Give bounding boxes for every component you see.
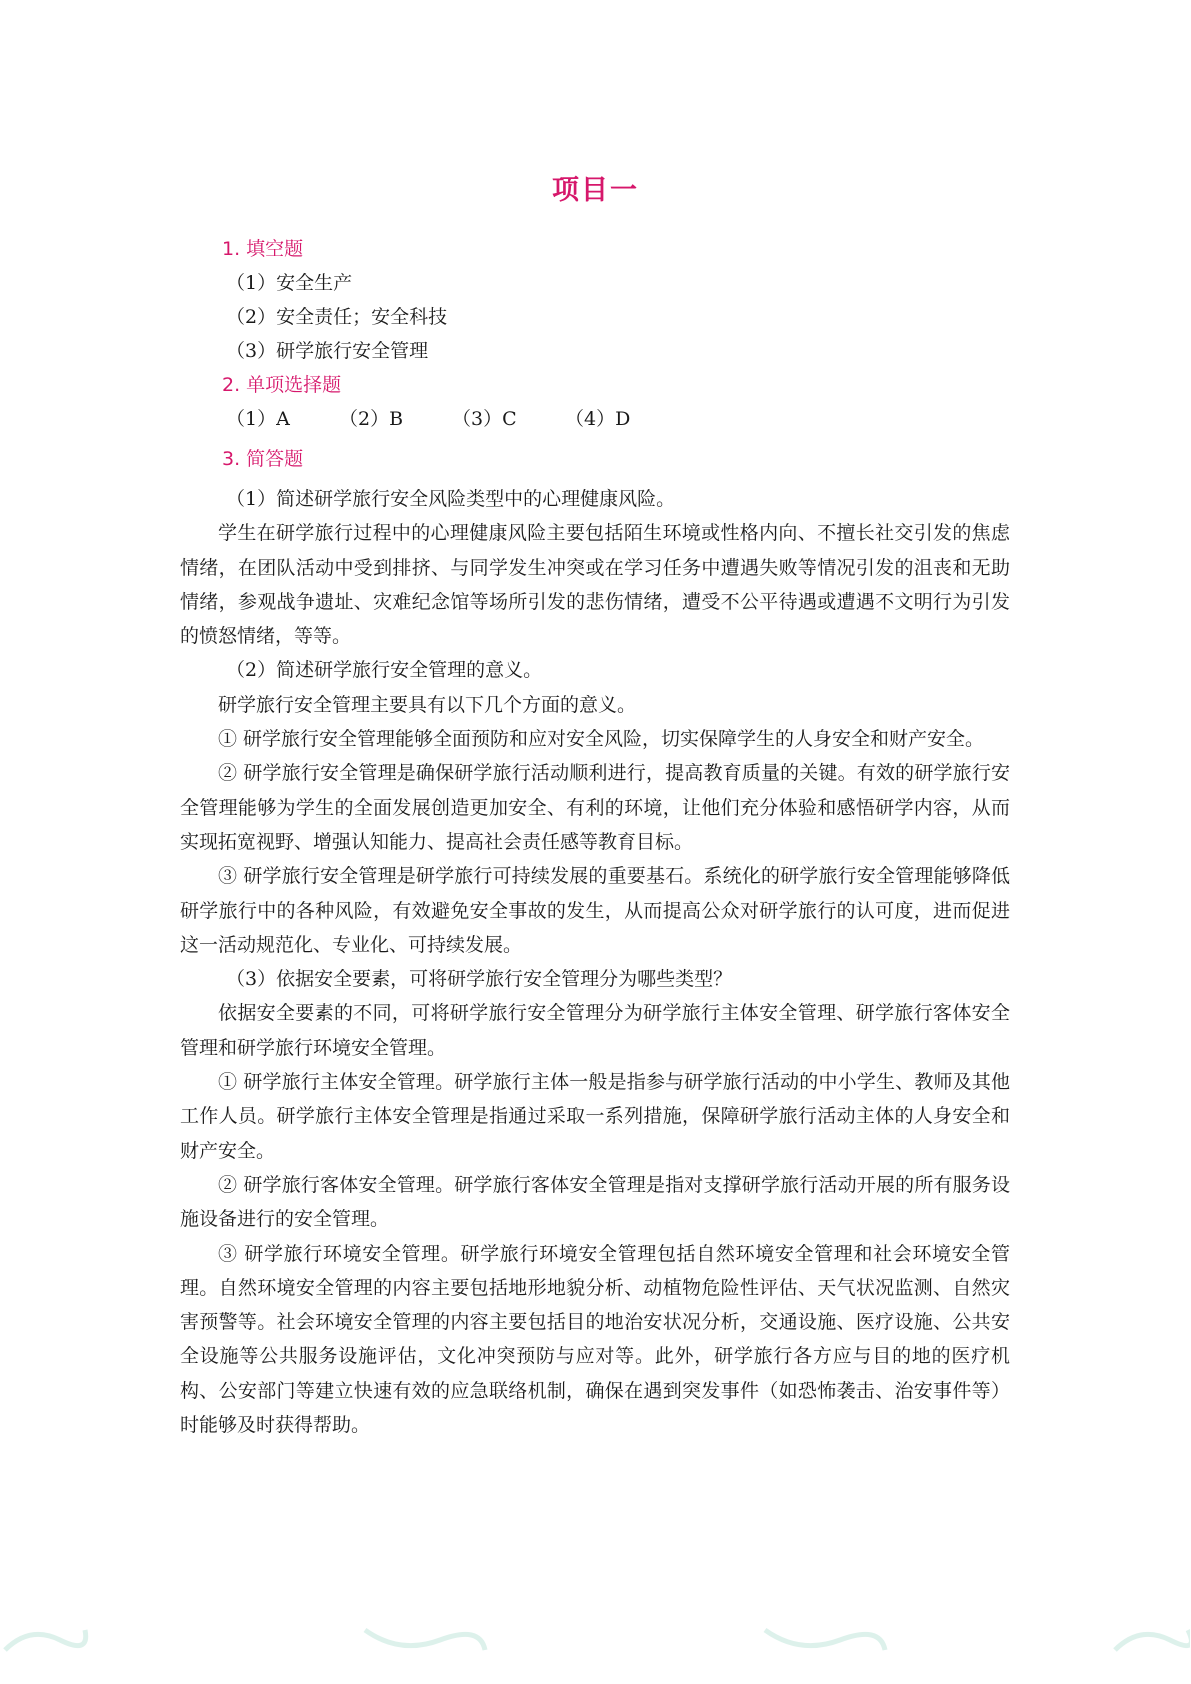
watermark-icon (0, 1620, 90, 1660)
choice-answer: （2）B (339, 408, 404, 430)
watermark-icon (760, 1620, 890, 1660)
section-short-answer-heading: 3. 简答题 (222, 448, 304, 470)
choice-answer: （1）A (226, 408, 290, 430)
answer-content (180, 232, 1010, 1442)
answer-paragraph: ① 研学旅行安全管理能够全面预防和应对安全风险，切实保障学生的人身安全和财产安全。 (218, 728, 985, 751)
answer-paragraph: ② 研学旅行安全管理是确保研学旅行活动顺利进行，提高教育质量的关键。有效的研学旅行安全管理能够为学生的全面发展创造更加安全、有利的环境，让他们充分体验和感悟研学内容，从而实现拓宽视野、增强认知能力、提高社会责任感等教育目标。 (180, 762, 1010, 853)
question-1: （1）简述研学旅行安全风险类型中的心理健康风险。 (226, 488, 676, 510)
answer-paragraph: ③ 研学旅行安全管理是研学旅行可持续发展的重要基石。系统化的研学旅行安全管理能够降低研学旅行中的各种风险，有效避免安全事故的发生，从而提高公众对研学旅行的认可度，进而促进这一活动规范化、专业化、可持续发展。 (180, 865, 1010, 956)
answer-item: （3）研学旅行安全管理 (226, 340, 429, 362)
choice-answer: （4）D (565, 408, 631, 430)
answer-paragraph: ① 研学旅行主体安全管理。研学旅行主体一般是指参与研学旅行活动的中小学生、教师及其他工作人员。研学旅行主体安全管理是指通过采取一系列措施，保障研学旅行活动主体的人身安全和财产安全。 (180, 1071, 1010, 1162)
watermark-icon (1110, 1620, 1190, 1660)
answer-paragraph: 研学旅行安全管理主要具有以下几个方面的意义。 (218, 693, 637, 716)
answer-paragraph: ② 研学旅行客体安全管理。研学旅行客体安全管理是指对支撑研学旅行活动开展的所有服务设施设备进行的安全管理。 (180, 1173, 1010, 1231)
answer-item: （1）安全生产 (226, 272, 353, 294)
answer-paragraph: ③ 研学旅行环境安全管理。研学旅行环境安全管理包括自然环境安全管理和社会环境安全管理。自然环境安全管理的内容主要包括地形地貌分析、动植物危险性评估、天气状况监测、自然灾害预警等。社会环境安全管理的内容主要包括目的地治安状况分析，交通设施、医疗设施、公共安全设施等公共服务设施评估，文化冲突预防与应对等。此外，研学旅行各方应与目的地的医疗机构、公安部门等建立快速有效的应急联络机制，确保在遇到突发事件（如恐怖袭击、治安事件等）时能够及时获得帮助。 (180, 1242, 1010, 1437)
answer-item: （2）安全责任；安全科技 (226, 306, 448, 328)
choice-answers-row (226, 402, 1010, 436)
watermark-icon (360, 1620, 490, 1660)
page-title: 项目一 (552, 175, 639, 206)
section-fill-blank-heading: 1. 填空题 (222, 238, 304, 260)
answer-paragraph: 依据安全要素的不同，可将研学旅行安全管理分为研学旅行主体安全管理、研学旅行客体安全管理和研学旅行环境安全管理。 (180, 1002, 1010, 1059)
question-3: （3）依据安全要素，可将研学旅行安全管理分为哪些类型？ (226, 968, 733, 991)
question-2: （2）简述研学旅行安全管理的意义。 (226, 659, 543, 682)
answer-paragraph: 学生在研学旅行过程中的心理健康风险主要包括陌生环境或性格内向、不擅长社交引发的焦虑情绪，在团队活动中受到排挤、与同学发生冲突或在学习任务中遭遇失败等情况引发的沮丧和无助情绪，参观战争遗址、灾难纪念馆等场所引发的悲伤情绪，遭受不公平待遇或遭遇不文明行为引发的愤怒情绪，等等。 (180, 522, 1010, 648)
choice-answer: （3）C (452, 408, 517, 430)
section-single-choice-heading: 2. 单项选择题 (222, 374, 342, 396)
